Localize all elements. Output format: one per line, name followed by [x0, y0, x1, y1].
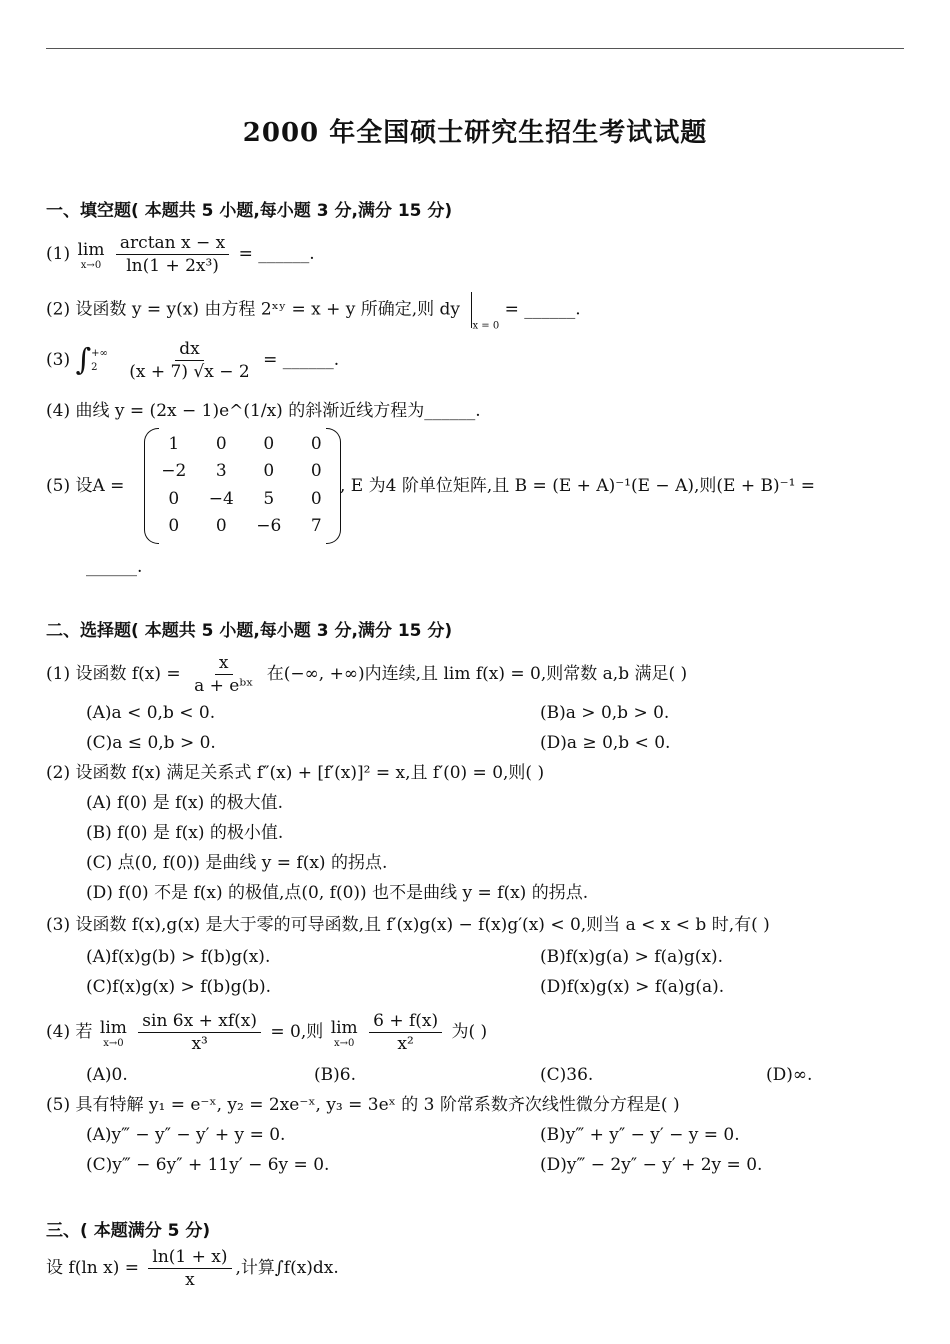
- matrix-cell: −6: [256, 516, 282, 537]
- section1-heading: 一、填空题( 本题共 5 小题,每小题 3 分,满分 15 分): [46, 201, 453, 221]
- s2-q1-optA: (A)a < 0,b < 0.: [86, 703, 216, 723]
- s2-q5-optC: (C)y‴ − 6y″ + 11y′ − 6y = 0.: [86, 1155, 330, 1175]
- s1-q1: (1) lim x→0 $\frac{\text{arctan x − x}}{\text{ln(1 + 2x³)}}$ = ______.: [46, 233, 315, 276]
- s2-q4-optB: (B)6.: [314, 1065, 356, 1085]
- matrix-cell: −4: [208, 488, 234, 509]
- s2-q2-optB: (B) f(0) 是 f(x) 的极小值.: [86, 823, 284, 843]
- s2-q4-optA: (A)0.: [86, 1065, 128, 1085]
- s1-q5-tail: ______.: [86, 557, 143, 577]
- matrix-cell: 0: [168, 488, 180, 509]
- s2-q5-optA: (A)y‴ − y″ − y′ + y = 0.: [86, 1125, 286, 1145]
- s1-q5-suffix: , E 为4 阶单位矩阵,且 B = (E + A)⁻¹(E − A),则(E + B)⁻¹ =: [340, 476, 816, 496]
- s2-q3-optB: (B)f(x)g(a) > f(a)g(x).: [540, 947, 724, 967]
- s2-q1-optB: (B)a > 0,b > 0.: [540, 703, 670, 723]
- s1-q2: (2) 设函数 y = y(x) 由方程 2ˣʸ = x + y 所确定,则 dy $_{x = 0}$ = ______.: [46, 292, 581, 338]
- s2-q4: (4) 若 lim x→0 $\frac{\sin 6x + xf(x)}{\text{x³}}$ = 0,则 lim x→0 $\frac{6 + f(x)}{\text{x²}}$ 为( ): [46, 1011, 488, 1054]
- s1-q3: (3) ∫ +∞ 2 $\frac{dx}{(x + 7) √x - 2}$ = ______.: [46, 339, 340, 382]
- s2-q4-optC: (C)36.: [540, 1065, 594, 1085]
- s2-q3: (3) 设函数 f(x),g(x) 是大于零的可导函数,且 f′(x)g(x) − f(x)g′(x) < 0,则当 a < x < b 时,有( ): [46, 915, 770, 935]
- matrix-cell: 0: [263, 433, 275, 454]
- s2-q3-optD: (D)f(x)g(x) > f(a)g(a).: [540, 977, 725, 997]
- s1-q4: (4) 曲线 y = (2x − 1)e^(1/x) 的斜渐近线方程为______.: [46, 401, 481, 421]
- s2-q2-optD: (D) f(0) 不是 f(x) 的极值,点(0, f(0)) 也不是曲线 y = f(x) 的拐点.: [86, 883, 589, 903]
- s2-q5-optB: (B)y‴ + y″ − y′ − y = 0.: [540, 1125, 740, 1145]
- section2-heading: 二、选择题( 本题共 5 小题,每小题 3 分,满分 15 分): [46, 621, 453, 641]
- s2-q2-optC: (C) 点(0, f(0)) 是曲线 y = f(x) 的拐点.: [86, 853, 388, 873]
- matrix-cell: 0: [168, 516, 180, 537]
- matrix-cell: 0: [215, 516, 227, 537]
- matrix-cell: 3: [215, 461, 227, 482]
- s2-q1-optD: (D)a ≥ 0,b < 0.: [540, 733, 671, 753]
- matrix-cell: 0: [310, 461, 322, 482]
- s2-q2: (2) 设函数 f(x) 满足关系式 f″(x) + [f′(x)]² = x,且 f′(0) = 0,则( ): [46, 763, 545, 783]
- s2-q2-optA: (A) f(0) 是 f(x) 的极大值.: [86, 793, 284, 813]
- s2-q3-optC: (C)f(x)g(x) > f(b)g(b).: [86, 977, 272, 997]
- s2-q5: (5) 具有特解 y₁ = e⁻ˣ, y₂ = 2xe⁻ˣ, y₃ = 3eˣ 的 3 阶常系数齐次线性微分方程是( ): [46, 1095, 680, 1115]
- page-title: 2000 年全国硕士研究生招生考试试题: [242, 118, 708, 148]
- s3-problem: 设 f(ln x) = $\frac{\ln(1 + x)}{x}$ ,计算∫f(x)dx.: [46, 1247, 339, 1290]
- matrix-cell: 0: [263, 461, 275, 482]
- matrix-cell: −2: [161, 461, 187, 482]
- s2-q1: (1) 设函数 f(x) = $\frac{x}{\text{a + eᵇˣ}}$ 在(−∞, +∞)内连续,且 lim f(x) = 0,则常数 a,b 满足( ): [46, 653, 688, 696]
- matrix-cell: 7: [310, 516, 322, 537]
- matrix-cell: 5: [263, 488, 275, 509]
- matrix-right-paren: [326, 428, 341, 544]
- matrix-A: [150, 430, 340, 540]
- s2-q3-optA: (A)f(x)g(b) > f(b)g(x).: [86, 947, 271, 967]
- section3-heading: 三、( 本题满分 5 分): [46, 1221, 211, 1241]
- matrix-cell: 0: [310, 433, 322, 454]
- s1-q5: (5) 设A =: [46, 476, 125, 496]
- s2-q1-optC: (C)a ≤ 0,b > 0.: [86, 733, 216, 753]
- matrix-cell: 0: [310, 488, 322, 509]
- s2-q4-optD: (D)∞.: [766, 1065, 813, 1085]
- top-rule: [46, 48, 904, 49]
- matrix-cell: 1: [168, 433, 180, 454]
- s2-q5-optD: (D)y‴ − 2y″ − y′ + 2y = 0.: [540, 1155, 763, 1175]
- matrix-cell: 0: [215, 433, 227, 454]
